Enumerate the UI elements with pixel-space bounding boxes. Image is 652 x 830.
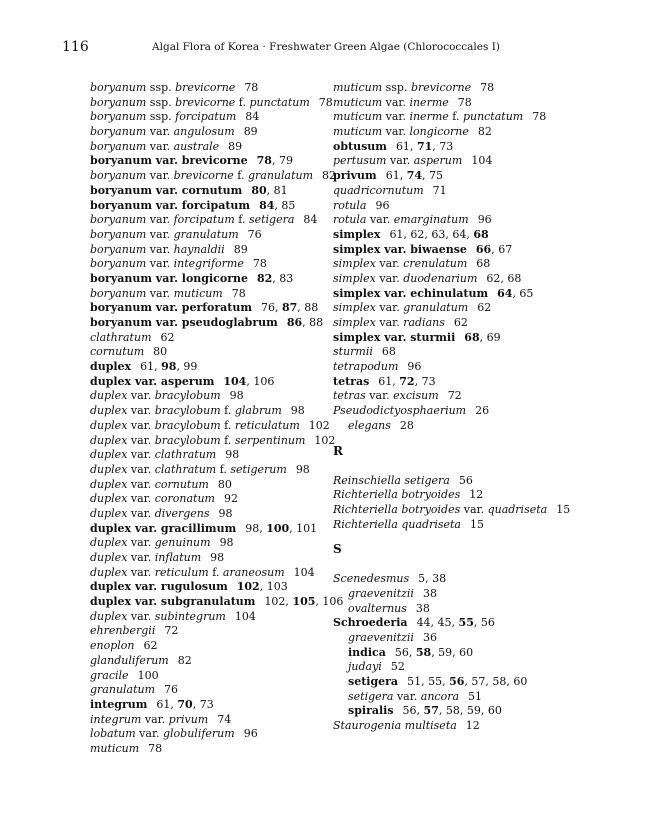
index-entry — [90, 727, 330, 742]
index-entries-m-to-p — [333, 81, 633, 434]
running-head: Algal Flora of Korea · Freshwater Green Algae (Chlorococcales I) — [152, 41, 500, 53]
index-entry — [90, 639, 330, 654]
entry-name: spiralis — [348, 704, 394, 718]
index-entry — [333, 154, 633, 169]
index-entry — [333, 675, 633, 690]
index-entry — [90, 301, 330, 316]
index-entry — [90, 419, 330, 434]
entry-pages: 61, 98, 99 — [140, 360, 198, 374]
entry-name: boryanum var. cornutum — [90, 183, 243, 197]
entry-pages: 38 — [422, 586, 437, 600]
index-entry — [333, 719, 633, 734]
entry-pages: 44, 45, 55, 56 — [416, 616, 495, 630]
entry-pages: 102, 103 — [236, 580, 288, 594]
entry-pages: 26 — [475, 404, 490, 418]
entry-pages: 102, 105, 106 — [264, 595, 344, 609]
entry-pages: 61, 71, 73 — [395, 139, 454, 153]
entry-pages: 98 — [295, 462, 310, 476]
entry-pages: 96 — [375, 198, 390, 212]
index-entry — [333, 331, 633, 346]
entry-name: Scenedesmus — [333, 572, 410, 586]
entry-name: simplex var. biwaense — [333, 242, 467, 256]
index-entry — [90, 492, 330, 507]
entry-pages: 72 — [164, 624, 179, 638]
entry-pages: 38 — [415, 601, 430, 615]
entry-pages: 68 — [381, 345, 396, 359]
index-entry — [90, 551, 330, 566]
index-column-left — [90, 81, 344, 757]
index-entry — [333, 140, 633, 155]
entry-name: simplex var. duodenarium — [333, 271, 478, 285]
entry-name: obtusum — [333, 139, 387, 153]
entry-name: Reinschiella setigera — [333, 473, 450, 487]
index-entry — [90, 169, 337, 184]
entry-pages: 98 — [229, 389, 244, 403]
entry-name: duplex var. cornutum — [90, 477, 209, 491]
entry-pages: 82 — [477, 125, 492, 139]
index-entry — [90, 199, 330, 214]
entry-pages: 62 — [160, 330, 175, 344]
section-letter-r: R — [333, 443, 343, 458]
index-entries-s — [333, 572, 633, 734]
entry-name: duplex var. clathratum f. setigerum — [90, 462, 287, 476]
entry-name: judayi — [348, 660, 382, 674]
entry-name: boryanum ssp. forcipatum — [90, 110, 237, 124]
entry-pages: 12 — [469, 488, 484, 502]
entry-pages: 78 — [252, 257, 267, 271]
entry-name: boryanum var. brevicorne — [90, 154, 248, 168]
entry-name: setigera var. ancora — [348, 689, 460, 703]
entry-name: lobatum var. globuliferum — [90, 727, 235, 741]
index-entry — [90, 610, 330, 625]
entry-name: elegans — [348, 418, 391, 432]
index-entry — [90, 478, 330, 493]
entry-name: tetras — [333, 374, 370, 388]
index-entry — [333, 360, 633, 375]
index-entry — [333, 646, 633, 661]
index-entries-r — [333, 474, 633, 533]
index-entry — [90, 742, 330, 757]
entry-pages: 104 — [234, 609, 256, 623]
entry-pages: 5, 38 — [418, 572, 447, 586]
entry-name: boryanum var. angulosum — [90, 125, 235, 139]
entry-pages: 98 — [225, 448, 240, 462]
entry-pages: 98 — [218, 506, 233, 520]
index-entry — [90, 257, 330, 272]
index-entry — [90, 272, 330, 287]
entry-name: duplex var. subgranulatum — [90, 595, 256, 609]
entry-pages: 68 — [476, 257, 491, 271]
entry-pages: 71 — [432, 183, 447, 197]
index-entry — [90, 228, 330, 243]
index-entry — [333, 184, 633, 199]
entry-name: boryanum ssp. brevicorne — [90, 81, 236, 94]
index-entry — [90, 536, 330, 551]
entry-name: boryanum var. brevicorne f. granulatum — [90, 169, 314, 183]
entry-name: integrum var. privum — [90, 712, 209, 726]
entry-name: simplex — [333, 227, 381, 241]
index-entry — [333, 169, 633, 184]
entry-name: boryanum var. forcipatum f. setigera — [90, 213, 295, 227]
entry-pages: 78 — [318, 95, 333, 109]
index-entry — [333, 272, 633, 287]
index-entry — [333, 257, 633, 272]
entry-name: graevenitzii — [348, 631, 414, 644]
entry-name: boryanum var. muticum — [90, 286, 223, 300]
entry-name: granulatum — [90, 683, 156, 697]
index-entry — [90, 331, 330, 346]
index-entry — [333, 419, 633, 434]
entry-pages: 84, 85 — [259, 198, 296, 212]
entry-name: rotula var. emarginatum — [333, 213, 469, 227]
index-entry — [333, 518, 633, 533]
index-entry — [90, 507, 330, 522]
entry-pages: 89 — [228, 139, 243, 153]
entry-pages: 96 — [477, 213, 492, 227]
index-entry — [90, 95, 333, 111]
entry-pages: 96 — [407, 360, 422, 374]
entry-pages: 82, 83 — [256, 271, 294, 285]
entry-name: integrum — [90, 697, 148, 711]
index-entry — [333, 301, 633, 316]
entry-pages: 89 — [243, 125, 258, 139]
entry-pages: 56, 58, 59, 60 — [394, 645, 474, 659]
entry-pages: 12 — [465, 719, 480, 733]
entry-name: duplex var. coronatum — [90, 492, 215, 506]
index-entry — [90, 213, 330, 228]
index-entry — [333, 110, 633, 125]
entry-name: duplex var. genuinum — [90, 536, 211, 550]
entry-name: privum — [333, 169, 377, 183]
entry-pages: 92 — [223, 492, 238, 506]
entry-name: boryanum var. pseudoglabrum — [90, 316, 278, 329]
index-entry — [333, 287, 633, 302]
index-entry — [333, 616, 633, 631]
index-entry — [90, 522, 330, 537]
entry-pages: 82 — [322, 169, 337, 183]
index-entry — [333, 213, 633, 228]
entry-pages: 102 — [314, 433, 336, 447]
entry-name: boryanum var. forcipatum — [90, 198, 251, 212]
index-entry — [90, 140, 330, 155]
entry-pages: 62 — [477, 301, 492, 315]
entry-name: gracile — [90, 668, 129, 682]
index-entry — [333, 243, 633, 258]
entry-pages: 56, 57, 58, 59, 60 — [402, 704, 502, 718]
index-entry — [333, 404, 633, 419]
entry-name: boryanum var. granulatum — [90, 227, 239, 241]
entry-name: duplex — [90, 360, 132, 374]
entry-name: cornutum — [90, 345, 145, 359]
entry-name: tetras var. excisum — [333, 389, 439, 403]
entry-name: sturmii — [333, 345, 373, 359]
index-entry — [90, 595, 344, 610]
entry-name: boryanum var. haynaldii — [90, 242, 225, 256]
entry-name: duplex var. bracylobum f. serpentinum — [90, 433, 306, 447]
index-entry — [90, 683, 330, 698]
entry-pages: 52 — [390, 660, 405, 674]
index-entry — [333, 96, 633, 111]
entry-name: enoplon — [90, 639, 135, 653]
entry-name: muticum var. inerme — [333, 95, 449, 109]
entry-pages: 68, 69 — [464, 330, 501, 344]
entry-pages: 78 — [148, 741, 163, 755]
entry-pages: 98 — [210, 551, 225, 564]
page-number: 116 — [62, 39, 89, 55]
entry-pages: 74 — [217, 712, 232, 726]
entry-name: Pseudodictyosphaerium — [333, 404, 467, 418]
entry-pages: 98, 100, 101 — [245, 521, 318, 535]
entry-name: boryanum var. integriforme — [90, 257, 244, 271]
index-entry — [90, 154, 330, 169]
entry-name: duplex var. bracylobum f. reticulatum — [90, 418, 300, 432]
entry-pages: 78 — [480, 81, 495, 94]
entry-pages: 78, 79 — [256, 154, 293, 168]
entry-pages: 61, 72, 73 — [378, 374, 436, 388]
entry-name: pertusum var. asperum — [333, 154, 463, 168]
entry-name: glanduliferum — [90, 653, 169, 667]
entry-name: duplex var. bracylobum — [90, 389, 221, 403]
entry-name: simplex var. echinulatum — [333, 286, 489, 300]
index-entry — [333, 375, 633, 390]
entry-name: Richteriella botryoides var. quadriseta — [333, 502, 548, 516]
entry-pages: 78 — [231, 286, 246, 300]
entry-name: graevenitzii — [348, 586, 414, 600]
entry-name: duplex var. subintegrum — [90, 609, 226, 623]
entry-name: duplex var. inflatum — [90, 551, 202, 564]
entry-pages: 84 — [245, 110, 260, 124]
entry-pages: 104, 106 — [223, 374, 275, 388]
entry-name: duplex var. reticulum f. araneosum — [90, 565, 285, 579]
entry-pages: 61, 62, 63, 64, 68 — [389, 227, 489, 241]
entry-name: ehrenbergii — [90, 624, 156, 638]
entry-pages: 104 — [293, 565, 315, 579]
index-entry — [333, 488, 633, 503]
entry-pages: 51, 55, 56, 57, 58, 60 — [407, 675, 528, 689]
entry-pages: 78 — [457, 95, 472, 109]
entry-name: muticum var. longicorne — [333, 125, 469, 139]
entry-name: duplex var. clathratum — [90, 448, 217, 462]
entry-name: ovalternus — [348, 601, 407, 615]
entry-name: simplex var. crenulatum — [333, 257, 468, 271]
index-entry — [90, 110, 330, 125]
index-entry — [333, 690, 633, 705]
index-entry — [90, 713, 330, 728]
index-entry — [333, 199, 633, 214]
index-entry — [90, 654, 330, 669]
entry-pages: 98 — [219, 536, 234, 550]
entry-name: quadricornutum — [333, 183, 424, 197]
entry-pages: 98 — [290, 404, 305, 418]
entry-name: Richteriella quadriseta — [333, 517, 461, 531]
index-entry — [333, 316, 633, 331]
entry-name: Staurogenia multiseta — [333, 719, 457, 733]
index-entry — [90, 448, 330, 463]
entry-pages: 100 — [137, 668, 159, 682]
entry-pages: 76 — [247, 227, 262, 241]
entry-name: boryanum var. longicorne — [90, 271, 248, 285]
index-entry — [333, 345, 633, 360]
entry-pages: 82 — [177, 653, 192, 667]
entry-name: tetrapodum — [333, 360, 399, 374]
index-entry — [90, 345, 330, 360]
entry-pages: 36 — [422, 631, 437, 644]
entry-pages: 62 — [143, 639, 158, 653]
index-entry — [333, 572, 633, 587]
entry-pages: 76, 87, 88 — [260, 301, 319, 315]
index-entry — [90, 125, 330, 140]
index-entry — [90, 316, 330, 331]
entry-pages: 28 — [399, 418, 414, 432]
index-entry — [333, 587, 633, 602]
entry-pages: 86, 88 — [286, 316, 324, 329]
index-entry — [333, 125, 633, 140]
entry-pages: 78 — [532, 110, 547, 124]
entry-pages: 96 — [243, 727, 258, 741]
index-entry — [333, 660, 633, 675]
index-entry — [333, 631, 633, 646]
index-entry — [90, 566, 330, 581]
entry-pages: 102 — [308, 418, 330, 432]
entry-pages: 62 — [453, 316, 468, 329]
entry-name: simplex var. sturmii — [333, 330, 456, 344]
entry-name: setigera — [348, 675, 399, 689]
entry-name: boryanum ssp. brevicorne f. punctatum — [90, 95, 310, 109]
entry-pages: 84 — [303, 213, 318, 227]
index-entry — [90, 243, 330, 258]
index-entry — [90, 404, 330, 419]
index-entry — [90, 463, 330, 478]
entry-name: muticum — [90, 741, 140, 755]
index-entry — [90, 287, 330, 302]
entry-name: boryanum var. australe — [90, 139, 220, 153]
entry-name: muticum var. inerme f. punctatum — [333, 110, 524, 124]
entry-pages: 64, 65 — [497, 286, 534, 300]
entry-pages: 72 — [447, 389, 462, 403]
entry-pages: 61, 74, 75 — [385, 169, 444, 183]
entry-pages: 78 — [244, 81, 259, 94]
entry-pages: 76 — [164, 683, 179, 697]
entry-name: duplex var. rugulosum — [90, 580, 228, 594]
entry-pages: 80 — [153, 345, 168, 359]
entry-name: Richteriella botryoides — [333, 488, 461, 502]
entry-pages: 104 — [471, 154, 493, 168]
entry-name: rotula — [333, 198, 367, 212]
index-entry — [90, 669, 330, 684]
index-entry — [90, 375, 330, 390]
entry-pages: 61, 70, 73 — [156, 697, 214, 711]
index-entry — [90, 81, 330, 96]
index-entry — [333, 81, 633, 96]
index-entry — [90, 184, 330, 199]
index-entry — [90, 580, 330, 595]
index-entry — [90, 624, 330, 639]
entry-name: simplex var. radians — [333, 316, 445, 329]
index-entry — [333, 704, 633, 719]
index-entry — [90, 389, 330, 404]
section-letter-s: S — [333, 542, 342, 557]
entry-name: indica — [348, 645, 386, 659]
entry-name: duplex var. gracillimum — [90, 521, 237, 535]
index-entry — [90, 433, 336, 449]
entry-name: simplex var. granulatum — [333, 301, 469, 315]
index-entry — [333, 503, 633, 518]
entry-name: duplex var. asperum — [90, 374, 215, 388]
entry-pages: 51 — [468, 689, 483, 703]
entry-pages: 89 — [233, 242, 248, 256]
entry-name: boryanum var. perforatum — [90, 301, 252, 315]
entry-name: duplex var. bracylobum f. glabrum — [90, 404, 282, 418]
entry-pages: 15 — [556, 502, 571, 516]
index-entry — [333, 602, 633, 617]
entry-name: clathratum — [90, 330, 152, 344]
entry-pages: 56 — [458, 473, 473, 487]
index-entry — [333, 228, 633, 243]
entry-pages: 15 — [470, 517, 484, 531]
index-column-right — [333, 81, 633, 734]
index-entry — [90, 360, 330, 375]
index-entry — [90, 698, 330, 713]
entry-pages: 80 — [217, 477, 232, 491]
entry-pages: 80, 81 — [251, 183, 288, 197]
entry-name: muticum ssp. brevicorne — [333, 81, 472, 94]
entry-pages: 66, 67 — [475, 242, 513, 256]
entry-name: duplex var. divergens — [90, 506, 210, 520]
index-entry — [333, 389, 633, 404]
entry-pages: 62, 68 — [486, 271, 522, 285]
entry-name: Schroederia — [333, 616, 408, 630]
index-entry — [333, 474, 633, 489]
